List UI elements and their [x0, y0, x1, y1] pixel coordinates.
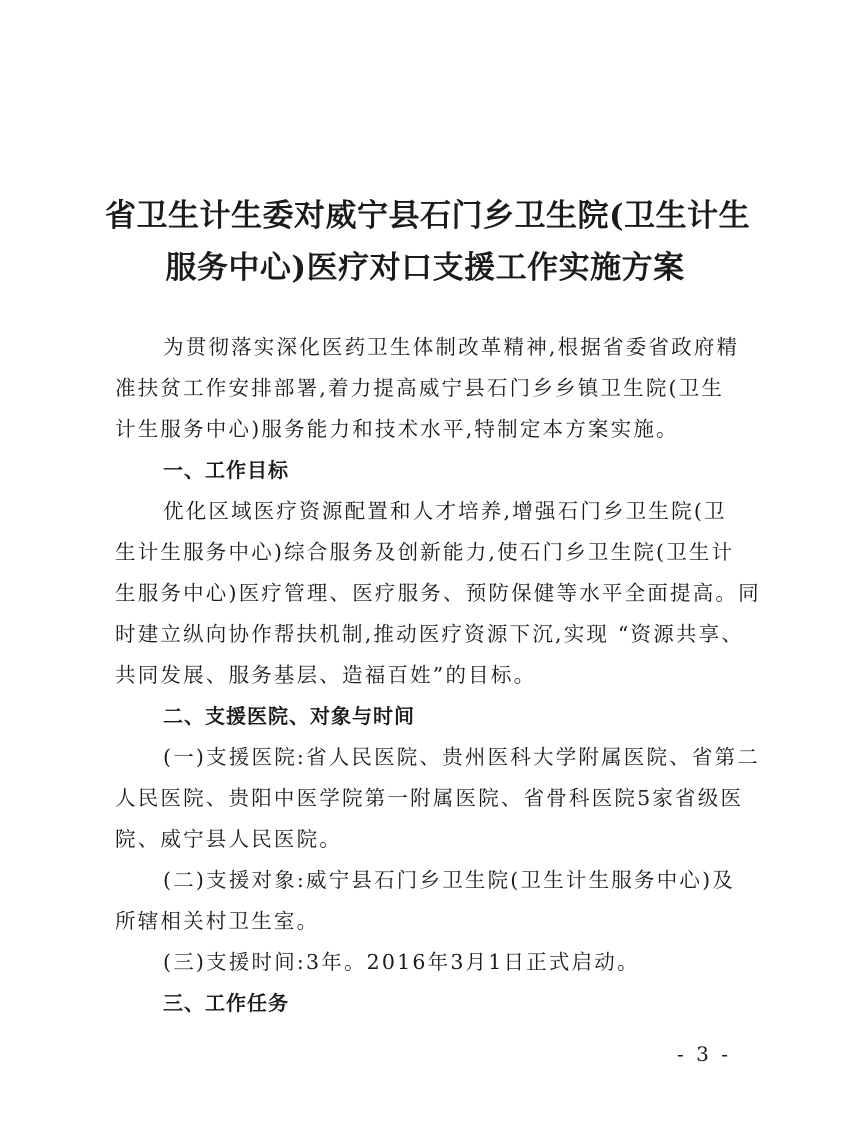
document-body [115, 327, 761, 1024]
goals-line: 生计生服务中心)综合服务及创新能力,使石门乡卫生院(卫生计 [115, 540, 735, 564]
title-line-2: 服务中心)医疗对口支援工作实施方案 [165, 250, 685, 286]
document-title [105, 190, 751, 294]
intro-line: 为贯彻落实深化医药卫生体制改革精神,根据省委省政府精 [163, 335, 740, 359]
goals-line: 时建立纵向协作帮扶机制,推动医疗资源下沉,实现 “资源共享、 [115, 622, 745, 646]
goals-line: 优化区域医疗资源配置和人才培养,增强石门乡卫生院(卫 [163, 499, 727, 523]
support-target-line: (二)支援对象:威宁县石门乡卫生院(卫生计生服务中心)及 [163, 868, 735, 892]
title-line-1: 省卫生计生委对威宁县石门乡卫生院(卫生计生 [105, 198, 751, 234]
support-target-line: 所辖相关村卫生室。 [115, 909, 320, 933]
intro-line: 准扶贫工作安排部署,着力提高威宁县石门乡乡镇卫生院(卫生 [115, 376, 725, 400]
intro-line: 计生服务中心)服务能力和技术水平,特制定本方案实施。 [115, 417, 679, 441]
goals-line: 生服务中心)医疗管理、医疗服务、预防保健等水平全面提高。同 [115, 581, 761, 605]
section-heading-support: 二、支援医院、对象与时间 [163, 704, 415, 728]
goals-line: 共同发展、服务基层、造福百姓”的目标。 [115, 663, 537, 687]
support-hospitals-line: (一)支援医院:省人民医院、贵州医科大学附属医院、省第二 [163, 745, 761, 769]
support-time-line: (三)支援时间:3年。2016年3月1日正式启动。 [163, 950, 640, 974]
support-hospitals-line: 人民医院、贵阳中医学院第一附属医院、省骨科医院5家省级医 [115, 786, 744, 810]
support-hospitals-line: 院、威宁县人民医院。 [115, 827, 342, 851]
section-heading-tasks: 三、工作任务 [163, 991, 289, 1015]
page-number: - 3 - [677, 1042, 731, 1066]
section-heading-goals: 一、工作目标 [163, 458, 289, 482]
